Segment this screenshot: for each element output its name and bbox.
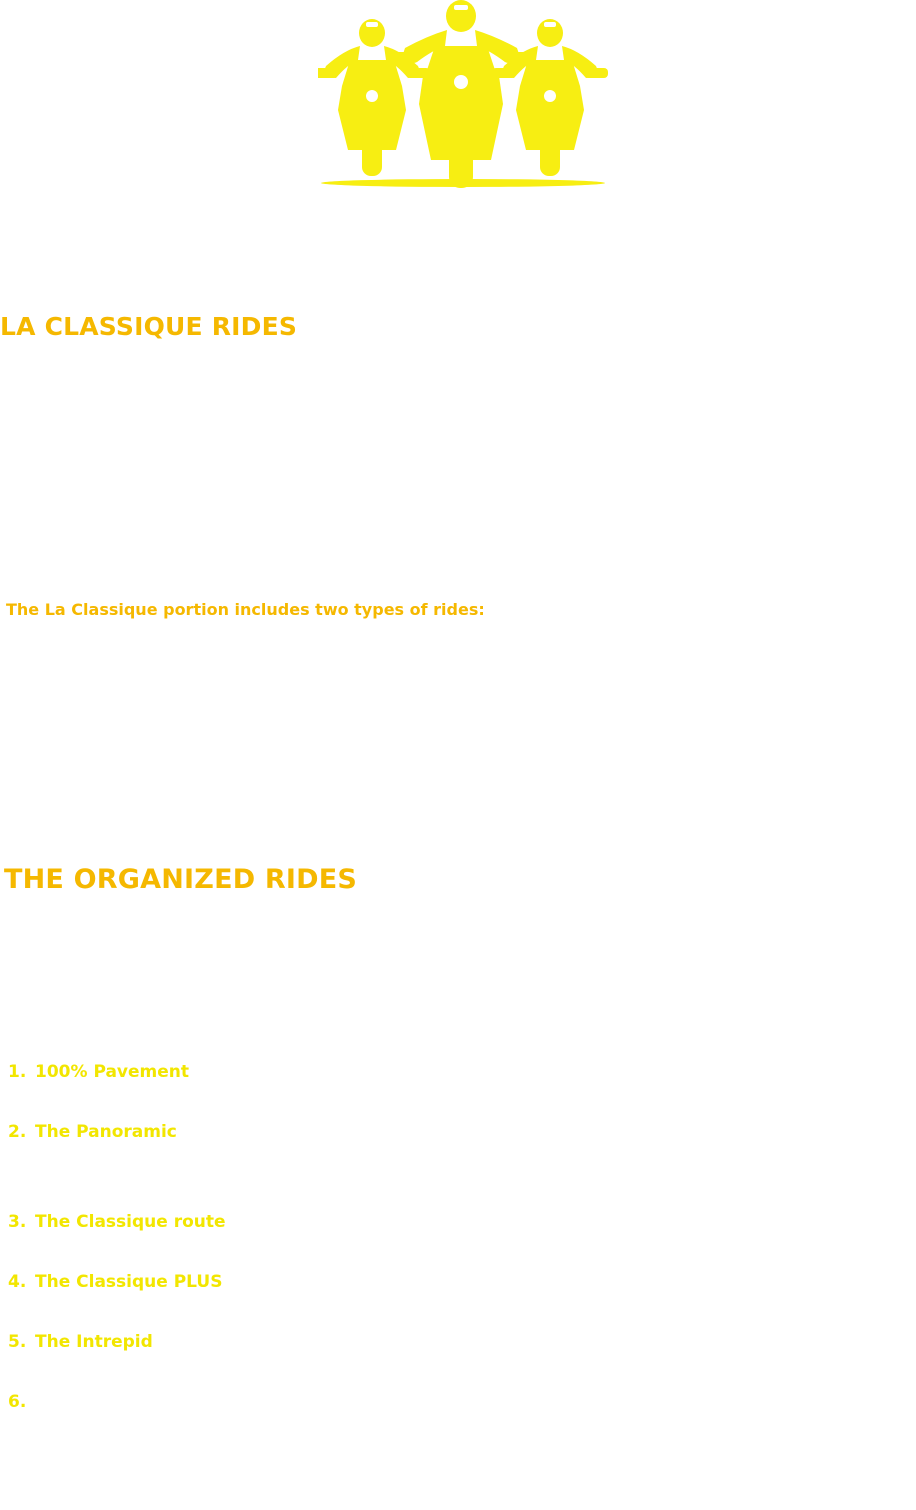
la-classique-rides-heading: LA CLASSIQUE RIDES [0,312,298,341]
ride-list-item [8,1272,222,1292]
ride-label: 100% Pavement [35,1062,189,1082]
ride-number: 3. [8,1212,27,1232]
ride-label: The Intrepid [35,1332,153,1352]
ride-number: 1. [8,1062,27,1082]
ride-number: 5. [8,1332,27,1352]
ride-list-item [8,1212,226,1232]
ride-label: The Panoramic [35,1122,177,1142]
ride-label: The Classique PLUS [35,1272,223,1292]
three-motorcycle-riders-icon [318,0,608,192]
ride-types-intro-text: The La Classique portion includes two types of rides: [6,600,485,619]
ride-list-item [8,1062,189,1082]
ride-number: 6. [8,1392,27,1412]
ride-number: 4. [8,1272,27,1292]
ride-list-item [8,1332,153,1352]
ride-list-item [8,1122,177,1142]
ride-number: 2. [8,1122,27,1142]
ride-label: The Classique route [35,1212,226,1232]
ride-list-item [8,1392,35,1412]
organized-rides-heading: THE ORGANIZED RIDES [4,864,358,895]
